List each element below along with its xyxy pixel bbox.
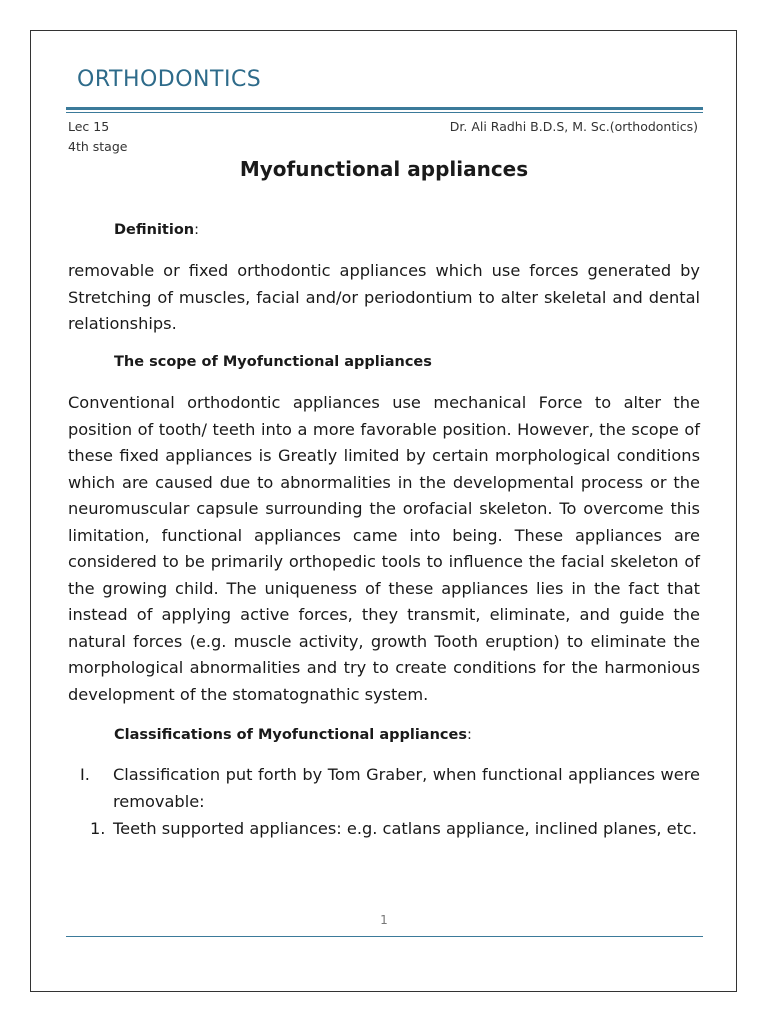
list-marker-roman: I. bbox=[80, 765, 90, 784]
lecture-number: Lec 15 bbox=[68, 119, 110, 134]
list-item: Classification put forth by Tom Graber, when functional appliances were removable: bbox=[113, 765, 700, 811]
definition-heading bbox=[114, 222, 199, 238]
classifications-heading-text: Classifications of Myofunctional appliances bbox=[114, 727, 467, 743]
scope-paragraph: Conventional orthodontic appliances use mechanical Force to alter the position of tooth/ teeth into a more favorable position. However, the scope of these fixed appliances is Greatly limited by certain morphological conditions which are caused due to abnormalities in the developmental process or the neuromuscular capsule surrounding the orofacial skeleton. To overcome this limitation, functional appliances came into being. These appliances are considered to be primarily orthopedic tools to influence the facial skeleton of the growing child. The uniqueness of these appliances lies in the fact that instead of applying active forces, they transmit, eliminate, and guide the natural forces (e.g. muscle activity, growth Tooth eruption) to eliminate the morphological abnormalities and try to create conditions for the harmonious development of the stomatognathic system. bbox=[68, 393, 700, 704]
lecture-stage: 4th stage bbox=[68, 139, 128, 154]
definition-paragraph: removable or fixed orthodontic appliances which use forces generated by Stretching of muscles, facial and/or periodontium to alter skeletal and dental relationships. bbox=[68, 261, 700, 333]
author-credit: Dr. Ali Radhi B.D.S, M. Sc.(orthodontics) bbox=[449, 119, 698, 134]
scope-heading: The scope of Myofunctional appliances bbox=[114, 354, 432, 370]
header-title: ORTHODONTICS bbox=[77, 67, 262, 92]
header-rule-thin bbox=[66, 112, 703, 113]
classifications-heading bbox=[114, 727, 472, 743]
definition-heading-text: Definition bbox=[114, 222, 195, 238]
document-title: Myofunctional appliances bbox=[239, 157, 529, 181]
lecture-info bbox=[68, 117, 127, 157]
page-number: 1 bbox=[380, 913, 388, 927]
header-rule bbox=[66, 107, 703, 110]
classifications-heading-colon: : bbox=[466, 727, 472, 743]
definition-heading-colon: : bbox=[194, 222, 199, 238]
list-item: Teeth supported appliances: e.g. catlans appliance, inclined planes, etc. bbox=[113, 819, 698, 838]
list-marker-number: 1. bbox=[90, 819, 106, 838]
footer-rule bbox=[66, 936, 703, 937]
